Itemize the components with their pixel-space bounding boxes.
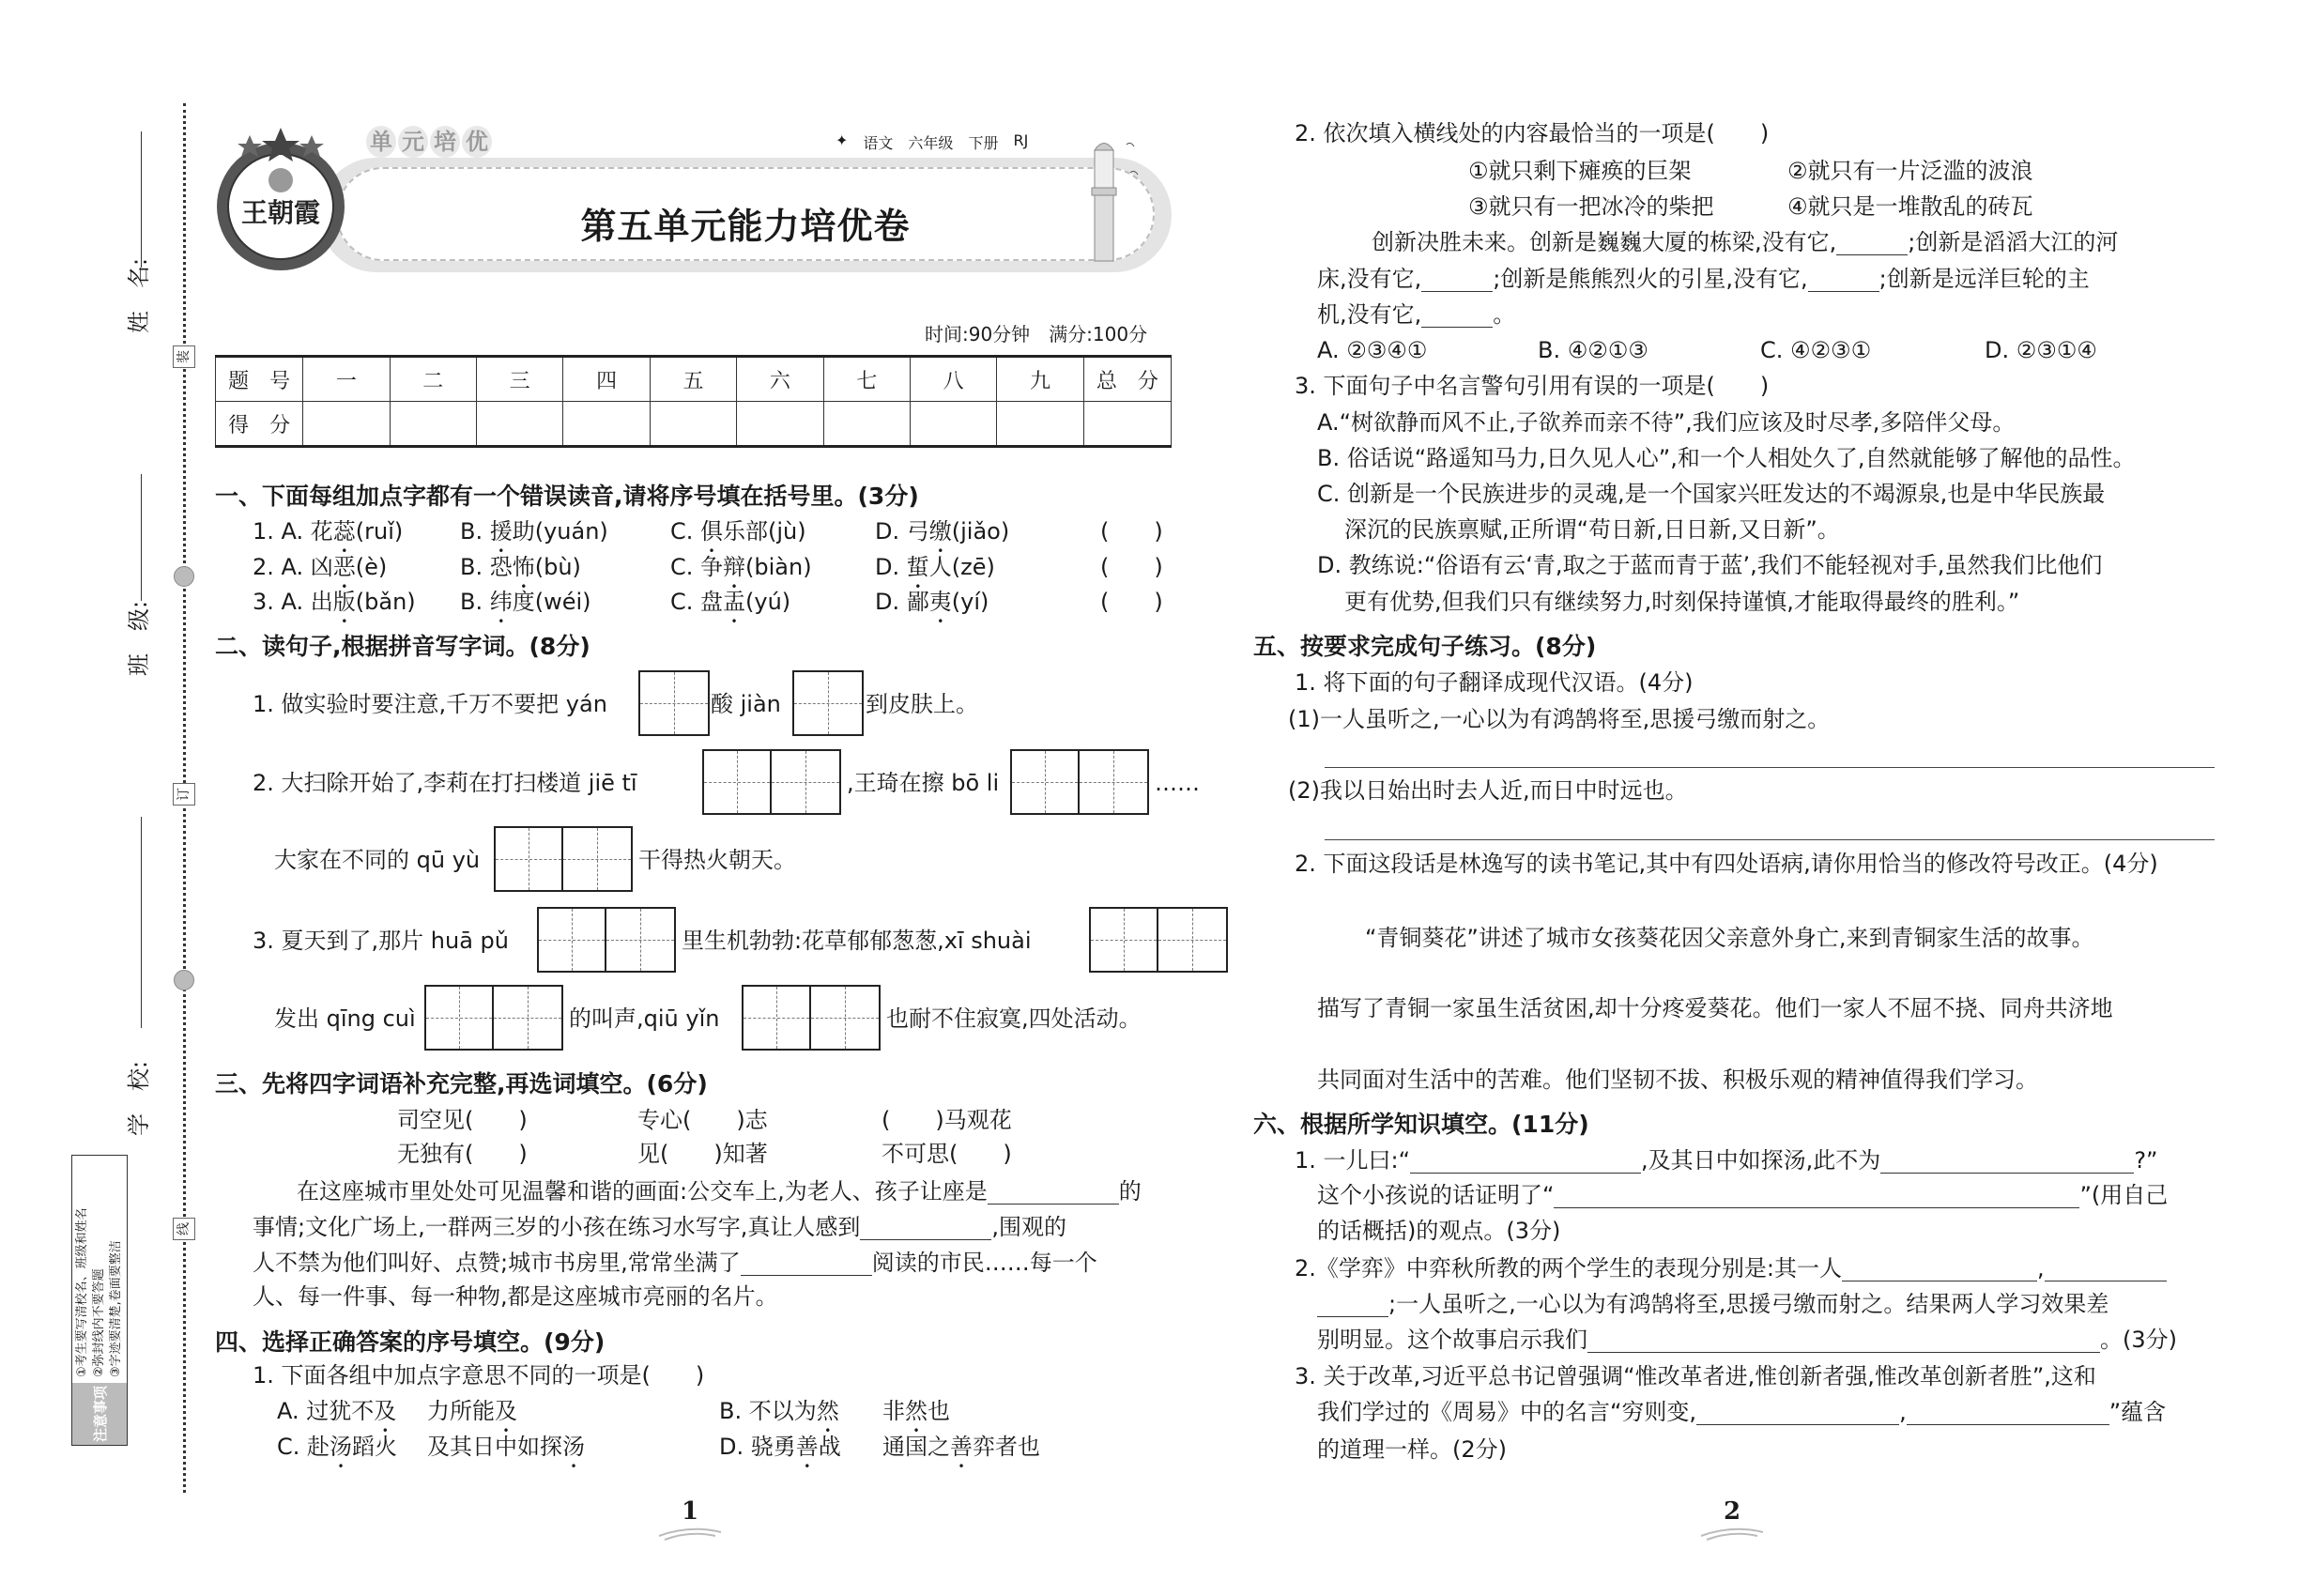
- option-item: ④就只是一堆散乱的砖瓦: [1787, 193, 2033, 220]
- question-text: 2. 依次填入横线处的内容最恰当的一项是( ): [1295, 120, 1770, 146]
- question-text: 里生机勃勃:花草郁郁葱葱,xī shuài: [682, 928, 1032, 954]
- answer-option-word: [427, 1398, 517, 1437]
- question-line: 2.《学弈》中弈秋所教的两个学生的表现分别是:其一人 ,: [1295, 1255, 2167, 1281]
- dotted-char: 汤: [330, 1434, 353, 1460]
- dotted-char: 纬: [489, 589, 513, 615]
- dotted-char: 然: [905, 1398, 928, 1424]
- paragraph-line: 描写了青铜一家虽生活贫困,却十分疼爱葵花。他们一家人不屈不挠、同舟共济地: [1317, 995, 2113, 1021]
- char-box[interactable]: [537, 907, 676, 973]
- answer-option[interactable]: D. 教练说:“俗语有云‘青,取之于蓝而青于蓝’,我们不能轻视对手,虽然我们比他们: [1317, 552, 2103, 578]
- notice-title: 注意事项: [72, 1383, 127, 1445]
- option-text: B. 恐: [460, 554, 513, 580]
- series-badge: 单 元 培 优: [366, 126, 492, 158]
- answer-option[interactable]: [277, 1398, 396, 1437]
- sparkle-icon: ✦: [836, 131, 849, 149]
- question-text: 3. 夏天到了,那片 huā pǔ: [253, 928, 509, 954]
- book-meta: ✦ 语文 六年级 下册 RJ: [836, 131, 1029, 152]
- answer-option[interactable]: [719, 1434, 841, 1473]
- option-text: D.: [875, 554, 907, 580]
- idiom-item[interactable]: 不可思( ): [882, 1141, 1012, 1167]
- fill-blank[interactable]: [1410, 1150, 1641, 1174]
- paragraph-line: 共同面对生活中的苦难。他们坚韧不拔、积极乐观的精神值得我们学习。: [1317, 1067, 2038, 1093]
- question-text: 干得热火朝天。: [638, 847, 796, 873]
- option-text: 通国之: [882, 1434, 950, 1460]
- dotted-char: 蕊: [332, 518, 356, 545]
- pinyin-option: [460, 518, 608, 558]
- wave-decoration-icon: [657, 1523, 723, 1542]
- char-box[interactable]: [1010, 749, 1149, 815]
- dotted-char: 蜇: [906, 554, 929, 580]
- full-score: 满分:100分: [1049, 323, 1148, 345]
- binding-mark: 订: [173, 783, 195, 806]
- pinyin-option: [670, 518, 806, 558]
- pinyin-option: [670, 554, 812, 593]
- binding-circle: [174, 566, 194, 587]
- option-text: 3. A. 出: [253, 589, 333, 615]
- notice-box: [71, 1155, 128, 1446]
- option-text: C. 争: [670, 554, 724, 580]
- school-field[interactable]: [141, 817, 142, 1028]
- dotted-char: 俱: [700, 518, 724, 545]
- svg-text:王朝霞: 王朝霞: [240, 197, 321, 228]
- fill-blank[interactable]: [1880, 1150, 2134, 1174]
- dotted-char: 缴: [928, 518, 952, 545]
- question-text: (2)我以日始出时去人近,而日中时远也。: [1288, 777, 1688, 804]
- dotted-char: 及: [374, 1398, 397, 1424]
- question-text: 的叫声,qiū yǐn: [569, 1005, 720, 1032]
- option-text: C. 盘: [670, 589, 724, 615]
- fill-blank[interactable]: [1907, 1402, 2109, 1425]
- paragraph-line: 在这座城市里处处可见温馨和谐的画面:公交车上,为老人、孩子让座是 的: [297, 1178, 1142, 1205]
- option-item: ③就只有一把冰冷的柴把: [1468, 193, 1714, 220]
- fill-blank[interactable]: [1587, 1329, 2100, 1353]
- dotted-char: 盂: [723, 589, 746, 615]
- dotted-char: 辩: [723, 554, 746, 580]
- idiom-item[interactable]: 司空见( ): [397, 1107, 528, 1133]
- dotted-char: 夷: [928, 589, 952, 615]
- fill-blank[interactable]: [741, 1252, 872, 1276]
- pinyin-option: [670, 589, 790, 628]
- section-4-heading: 四、选择正确答案的序号填空。(9分): [215, 1328, 606, 1356]
- pinyin-option: [875, 589, 989, 628]
- question-line: 3. 关于改革,习近平总书记曾强调“惟改革者进,惟创新者强,惟改革创新者胜”,这和: [1295, 1363, 2096, 1389]
- question-text: 大家在不同的 qū yù: [274, 847, 481, 873]
- dotted-char: 及: [495, 1398, 517, 1424]
- answer-option[interactable]: A.“树欲静而风不止,子欲养而亲不待”,我们应该及时尽孝,多陪伴父母。: [1317, 409, 2016, 436]
- option-text: 人(zē): [928, 554, 995, 580]
- option-text: (è): [355, 554, 388, 580]
- paragraph-line: 机,没有它, 。: [1317, 301, 1516, 328]
- question-line: 别明显。这个故事启示我们 。(3分): [1317, 1327, 2177, 1353]
- question-text: 酸 jiàn: [711, 691, 781, 717]
- option-text: 乐部(jù): [723, 518, 806, 545]
- name-label: 姓 名:: [126, 257, 152, 333]
- idiom-item[interactable]: 无独有( ): [397, 1141, 528, 1167]
- answer-option-cont: 深沉的民族禀赋,正所谓“苟日新,日日新,又日新”。: [1344, 516, 1840, 543]
- option-text: (bù): [534, 554, 581, 580]
- option-text: C. 赴: [277, 1434, 330, 1460]
- answer-option-cont: 更有优势,但我们只有继续努力,时刻保持谨慎,才能取得最终的胜利。”: [1344, 589, 2020, 615]
- answer-option[interactable]: C. 创新是一个民族进步的灵魂,是一个国家兴旺发达的不竭源泉,也是中华民族最: [1317, 481, 2106, 507]
- notice-item: ①考生要写清校名、班级和姓名: [75, 1207, 89, 1377]
- pinyin-option: [253, 589, 416, 628]
- answer-option[interactable]: [277, 1434, 397, 1473]
- notice-item: ③字迹要清楚,卷面要整洁: [109, 1240, 123, 1377]
- char-box[interactable]: [638, 670, 710, 736]
- answer-option-word: [882, 1398, 950, 1437]
- answer-line[interactable]: [1325, 839, 2215, 840]
- section-3-heading: 三、先将四字词语补充完整,再选词填空。(6分): [215, 1070, 708, 1097]
- question-line: 的道理一样。(2分): [1317, 1436, 1507, 1463]
- answer-option[interactable]: C. ④②③①: [1760, 337, 1872, 363]
- option-text: D. 骁勇: [719, 1434, 796, 1460]
- option-text: C.: [670, 518, 701, 545]
- fill-blank[interactable]: [1421, 304, 1493, 328]
- publisher-logo: [212, 126, 349, 272]
- answer-option[interactable]: B. 俗话说“路遥知马力,日久见人心”,和一个人相处久了,自然就能够了解他的品性。: [1317, 445, 2136, 471]
- question-line: 1. 一儿曰:“ ,及其日中如探汤,此不为 ?”: [1295, 1147, 2158, 1174]
- title-banner: [319, 158, 1172, 272]
- fill-blank[interactable]: [988, 1181, 1119, 1205]
- question-text: 1. 下面各组中加点字意思不同的一项是( ): [253, 1362, 705, 1389]
- question-text: 2. 下面这段话是林逸写的读书笔记,其中有四处语病,请你用恰当的修改符号改正。(4分): [1295, 851, 2158, 877]
- option-text: 蹈火: [352, 1434, 398, 1460]
- char-box[interactable]: [702, 749, 841, 815]
- binding-mark: 线: [173, 1218, 195, 1240]
- option-text: D. 鄙: [875, 589, 929, 615]
- paragraph-line: 创新决胜未来。创新是巍巍大厦的栋梁,没有它, ;创新是滔滔大江的河: [1372, 229, 2119, 255]
- question-line: 这个小孩说的话证明了“ ”(用自己: [1317, 1182, 2169, 1208]
- option-text: 非: [882, 1398, 905, 1424]
- option-text: (jiǎo): [951, 518, 1010, 545]
- page-title: 第五单元能力培优卷: [580, 206, 911, 247]
- char-box[interactable]: [424, 985, 563, 1051]
- option-text: A. 过犹不: [277, 1398, 375, 1424]
- answer-option-word: [882, 1434, 1040, 1473]
- name-field[interactable]: [141, 131, 142, 268]
- answer-option[interactable]: A. ②③④①: [1317, 337, 1428, 363]
- option-text: (biàn): [745, 554, 812, 580]
- fill-blank[interactable]: [1808, 269, 1879, 292]
- option-text: B.: [460, 518, 490, 545]
- question-line: 我们学过的《周易》中的名言“穷则变, , ”蕴含: [1317, 1399, 2167, 1425]
- exam-time: [925, 321, 1147, 347]
- time-limit: 时间:90分钟: [925, 323, 1031, 345]
- dotted-char: 怖: [512, 554, 535, 580]
- fill-blank[interactable]: [1554, 1185, 2079, 1208]
- binding-mark: 装: [173, 345, 195, 368]
- fill-blank[interactable]: [1836, 232, 1908, 255]
- pinyin-option: [460, 554, 581, 593]
- char-box[interactable]: [742, 985, 881, 1051]
- option-text: 1. A. 花: [253, 518, 333, 545]
- option-text: 弈者也: [973, 1434, 1040, 1460]
- char-box[interactable]: [792, 670, 864, 736]
- option-text: 度(wéi): [512, 589, 591, 615]
- page-number: 2: [1724, 1497, 1741, 1526]
- option-text: 2. A. 凶: [253, 554, 333, 580]
- option-text: 助(yuán): [512, 518, 608, 545]
- answer-option[interactable]: [719, 1398, 839, 1437]
- class-field[interactable]: [141, 474, 142, 601]
- fill-blank[interactable]: [1421, 269, 1493, 292]
- option-text: B.: [460, 589, 490, 615]
- answer-paren[interactable]: ( ): [1100, 518, 1163, 545]
- question-text: 3. 下面句子中名言警句引用有误的一项是( ): [1295, 373, 1770, 399]
- question-text: ,王琦在擦 bō li: [847, 770, 1000, 796]
- section-2-heading: 二、读句子,根据拼音写字词。(8分): [215, 633, 590, 660]
- answer-paren[interactable]: ( ): [1100, 589, 1163, 615]
- paragraph-line: 事情;文化广场上,一群两三岁的小孩在练习水写字,真让人感到 ,围观的: [253, 1214, 1066, 1240]
- lighthouse-icon: [1085, 131, 1142, 263]
- score-table: [215, 355, 1172, 448]
- dotted-char: 善: [795, 1434, 819, 1460]
- wave-decoration-icon: [1699, 1523, 1765, 1542]
- fill-blank[interactable]: [1842, 1258, 2037, 1281]
- question-text: 1. 做实验时要注意,千万不要把 yán: [253, 691, 607, 717]
- paragraph-line: “青铜葵花”讲述了城市女孩葵花因父亲意外身亡,来到青铜家生活的故事。: [1365, 925, 2094, 951]
- question-text: 2. 大扫除开始了,李莉在打扫楼道 jiē tī: [253, 770, 637, 796]
- question-text: 到皮肤上。: [866, 691, 978, 717]
- question-text: 1. 将下面的句子翻译成现代汉语。(4分): [1295, 669, 1694, 696]
- paragraph-line: 床,没有它, ;创新是熊熊烈火的引星,没有它, ;创新是远洋巨轮的主: [1317, 266, 2090, 292]
- answer-option-word: [427, 1434, 585, 1473]
- dotted-char: 援: [489, 518, 513, 545]
- idiom-item[interactable]: ( )马观花: [882, 1107, 1012, 1133]
- option-text: (ruǐ): [355, 518, 404, 545]
- paragraph-line: 人、每一件事、每一种物,都是这座城市亮丽的名片。: [253, 1283, 778, 1310]
- answer-paren[interactable]: ( ): [1100, 554, 1163, 580]
- option-text: 及其日中如探: [427, 1434, 562, 1460]
- score-row: 得 分: [216, 402, 1172, 447]
- pinyin-option: [875, 518, 1009, 558]
- school-label: 学 校:: [126, 1060, 152, 1136]
- dotted-char: 然: [816, 1398, 839, 1424]
- class-label: 班 级:: [126, 600, 152, 676]
- dotted-char: 版: [332, 589, 356, 615]
- dotted-char: 恶: [332, 554, 356, 580]
- pinyin-option: [253, 554, 387, 593]
- option-text: D. 弓: [875, 518, 929, 545]
- section-1-heading: 一、下面每组加点字都有一个错误读音,请将序号填在括号里。(3分): [215, 483, 919, 510]
- section-6-heading: 六、根据所学知识填空。(11分): [1253, 1111, 1589, 1138]
- question-text: 发出 qīng cuì: [274, 1005, 416, 1032]
- pinyin-option: [253, 518, 403, 558]
- option-text: B. 不以为: [719, 1398, 817, 1424]
- dotted-char: 汤: [562, 1434, 585, 1460]
- notice-item: ②弥封线内不要答题: [92, 1268, 106, 1377]
- char-box[interactable]: [1089, 907, 1228, 973]
- pinyin-option: [460, 589, 591, 628]
- answer-option[interactable]: D. ②③①④: [1985, 337, 2097, 363]
- option-text: 战: [818, 1434, 841, 1460]
- char-box[interactable]: [494, 826, 633, 892]
- fill-blank[interactable]: [1317, 1294, 1388, 1317]
- question-text: (1)一人虽听之,一心以为有鸿鹄将至,思援弓缴而射之。: [1288, 706, 1831, 732]
- option-text: 也: [928, 1398, 950, 1424]
- answer-line[interactable]: [1325, 767, 2215, 768]
- fill-blank[interactable]: [2045, 1258, 2167, 1281]
- option-text: (yú): [745, 589, 791, 615]
- question-line: 的话概括)的观点。(3分): [1317, 1218, 1561, 1244]
- page-number: 1: [682, 1497, 699, 1526]
- section-5-heading: 五、按要求完成句子练习。(8分): [1253, 633, 1597, 660]
- answer-option[interactable]: B. ④②①③: [1538, 337, 1648, 363]
- binding-circle: [174, 970, 194, 990]
- option-text: (yí): [951, 589, 989, 615]
- idiom-item[interactable]: 见( )知著: [637, 1141, 768, 1167]
- option-item: ②就只有一片泛滥的波浪: [1787, 158, 2033, 184]
- fill-blank[interactable]: [1696, 1402, 1899, 1425]
- paragraph-line: 人不禁为他们叫好、点赞;城市书房里,常常坐满了 阅读的市民……每一个: [253, 1250, 1097, 1276]
- option-text: (bǎn): [355, 589, 416, 615]
- option-item: ①就只剩下瘫痪的巨架: [1468, 158, 1692, 184]
- question-text: ……: [1155, 770, 1200, 796]
- score-header-row: 题 号 一 二 三 四 五 六 七 八 九 总 分: [216, 357, 1172, 402]
- idiom-item[interactable]: 专心( )志: [637, 1107, 768, 1133]
- question-line: ;一人虽听之,一心以为有鸿鹄将至,思援弓缴而射之。结果两人学习效果差: [1317, 1291, 2108, 1317]
- dotted-char: 善: [950, 1434, 973, 1460]
- question-text: 也耐不住寂寞,四处活动。: [886, 1005, 1142, 1032]
- option-text: 力所能: [427, 1398, 495, 1424]
- fill-blank[interactable]: [860, 1217, 991, 1240]
- pinyin-option: [875, 554, 995, 593]
